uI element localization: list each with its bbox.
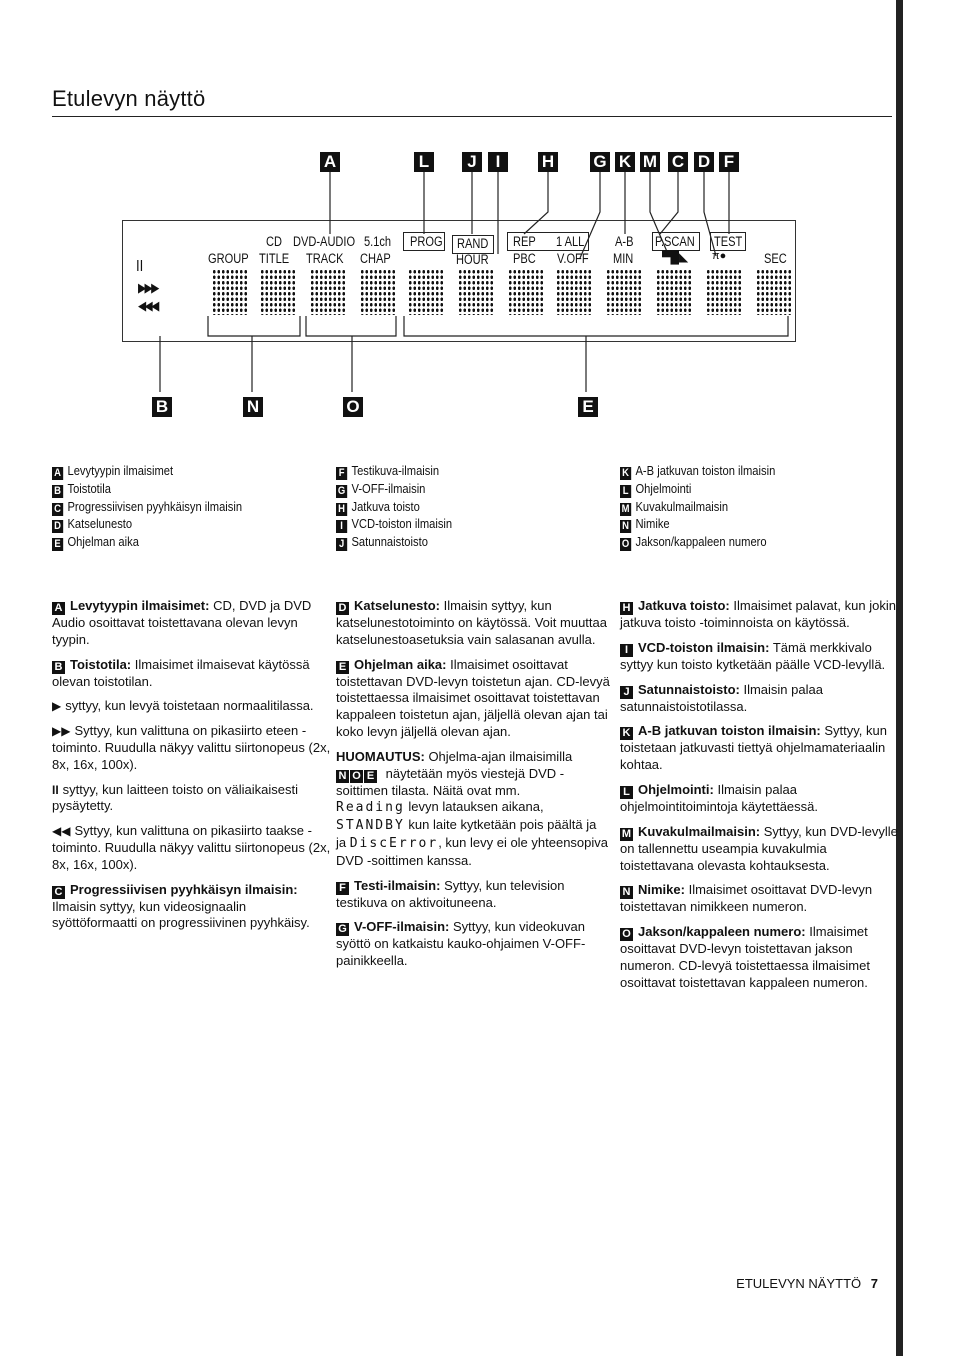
digit-1	[212, 269, 248, 315]
digit-7	[508, 269, 544, 315]
page-title: Etulevyn näyttö	[52, 86, 206, 111]
legend-item: B Toistotila	[52, 480, 242, 498]
para-g: G V-OFF-ilmaisin: Syttyy, kun videokuvan syöttö on katkaistu kauko-ohjaimen V-OFF-painikkeella.	[336, 919, 586, 969]
play-icon: ▶	[52, 699, 62, 714]
legend-item: C Progressiivisen pyyhkäisyn ilmaisin	[52, 498, 242, 516]
page-number: 7	[870, 1276, 878, 1291]
para-play: ▶ syttyy, kun levyä toistetaan normaalitilassa.	[52, 698, 314, 714]
para-i: I VCD-toiston ilmaisin: Tämä merkkivalo syttyy kun toisto kytketään päälle VCD-levyllä.	[620, 639, 886, 672]
para-m: M Kuvakulmailmaisin: Syttyy, kun DVD-levylle on tallennettu useampia kuvakulmia toistettavana olevasta kohtauksesta.	[620, 823, 898, 873]
para-c: C Progressiivisen pyyhkäisyn ilmaisin: Ilmaisin syttyy, kun videosignaalin syöttöformaatti on progressiivinen pyyhkäisy.	[52, 881, 310, 931]
legend-item: H Jatkuva toisto	[336, 498, 452, 516]
legend-item: A Levytyypin ilmaisimet	[52, 462, 242, 480]
tag-o: O	[343, 397, 363, 417]
para-ff: ▶▶ Syttyy, kun valittuna on pikasiirto eteen -toiminto. Ruudulla näkyy valittu siirtonopeus (2x, 8x, 16x, 100x).	[52, 723, 331, 772]
pause-indicator: II	[136, 258, 144, 275]
para-d: D Katselunesto: Ilmaisin syttyy, kun katselunestotoiminto on käytössä. Voit muuttaa katselunestoasetuksia vain salasanan avulla.	[336, 598, 607, 647]
camera-angle-icon: ▀█◣	[662, 250, 689, 264]
tag-j: J	[462, 152, 482, 172]
tag-f: F	[719, 152, 739, 172]
ch-label: 5.1ch	[364, 234, 392, 249]
play-indicator: ▶▶▶	[138, 280, 158, 295]
pause-icon: II	[52, 782, 59, 797]
hour-label: HOUR	[456, 252, 489, 267]
pbc-label: PBC	[513, 251, 536, 266]
tag-e: E	[578, 397, 598, 417]
connector-lines	[0, 0, 960, 460]
cd-label: CD	[266, 234, 282, 249]
para-n: N Nimike: Ilmaisimet osoittavat DVD-levyn toistettavan nimikkeen numeron.	[620, 882, 873, 915]
para-o: O Jakson/kappaleen numero: Ilmaisimet osoittavat DVD-levyn toistettavan jakson numeron. CD-levyä toistettaessa ilmaisimet osoittavat toistettavan kappaleen numeron.	[620, 924, 870, 990]
group-label: GROUP	[208, 251, 249, 266]
tag-l: L	[414, 152, 434, 172]
rewind-icon: ◀◀	[52, 824, 71, 839]
legend-item: G V-OFF-ilmaisin	[337, 480, 426, 497]
digit-8	[556, 269, 592, 315]
tag-h: H	[538, 152, 558, 172]
legend-item: F Testikuva-ilmaisin	[336, 462, 452, 480]
para-note: HUOMAUTUS: Ohjelma-ajan ilmaisimilla N O E näytetään myös viestejä DVD -soittimen tilasta. Näitä ovat mm. Reading levyn latauksen aikana, STANDBY kun laite kytketään pois päältä ja ja DiscError, kun levy ei ole yhteensopiva DVD -soittimen kanssa.	[336, 748, 609, 868]
digit-4	[360, 269, 396, 315]
legend-item: E Ohjelman aika	[52, 533, 242, 551]
lock-icon: π●	[712, 250, 727, 262]
legend-item: D Katselunesto	[52, 515, 242, 533]
para-f: F Testi-ilmaisin: Syttyy, kun television testikuva on aktivoituneena.	[336, 877, 565, 910]
digit-11	[706, 269, 742, 315]
para-pause: II syttyy, kun laitteen toisto on väliaikaisesti pysäytetty.	[52, 781, 298, 814]
body-col-1	[52, 598, 332, 940]
para-k: K A-B jatkuvan toiston ilmaisin: Syttyy, kun toistetaan jatkuvasti tiettyä ohjelmamateriaalin kohtaa.	[620, 723, 887, 773]
tag-i: I	[488, 152, 508, 172]
prog-label: PROG	[410, 234, 443, 249]
track-label: TRACK	[306, 251, 344, 266]
digit-2	[260, 269, 296, 315]
ab-label: A-B	[615, 234, 634, 249]
legend-item: I VCD-toiston ilmaisin	[336, 515, 452, 533]
legend-item: N Nimike	[620, 515, 775, 533]
rep-label: REP	[513, 234, 536, 249]
para-j: J Satunnaistoisto: Ilmaisin palaa satunnaistoistotilassa.	[620, 681, 823, 714]
legend-col-2	[336, 462, 452, 551]
page-footer	[736, 1276, 878, 1291]
one-all-label: 1 ALL	[556, 234, 585, 249]
tag-d: D	[694, 152, 714, 172]
legend-item: O Jakson/kappaleen numero	[621, 534, 767, 551]
min-label: MIN	[613, 251, 634, 266]
legend-item: J Satunnaistoisto	[336, 533, 452, 551]
digit-12	[756, 269, 792, 315]
sec-label: SEC	[764, 251, 787, 266]
digit-3	[310, 269, 346, 315]
tag-g: G	[590, 152, 610, 172]
legend-item: L Ohjelmointi	[620, 480, 775, 498]
fast-forward-icon: ▶▶	[52, 724, 71, 739]
pscan-label: P.SCAN	[655, 234, 695, 249]
para-rew: ◀◀ Syttyy, kun valittuna on pikasiirto taakse -toiminto. Ruudulla näkyy valittu siirtonopeus (2x, 8x, 16x, 100x).	[52, 823, 331, 872]
legend-item: K A-B jatkuvan toiston ilmaisin	[620, 462, 775, 480]
title-label: TITLE	[259, 251, 290, 266]
tag-b: B	[152, 397, 172, 417]
rand-label: RAND	[457, 236, 489, 251]
legend-col-3	[620, 462, 775, 551]
body-col-3	[620, 598, 900, 1000]
reverse-indicator: ◀◀◀	[138, 298, 158, 313]
body-col-2	[336, 598, 616, 978]
legend-col-1	[52, 462, 242, 551]
tag-a: A	[320, 152, 340, 172]
chap-label: CHAP	[360, 251, 391, 266]
digit-9	[606, 269, 642, 315]
voff-label: V.OFF	[557, 251, 589, 266]
tag-k: K	[615, 152, 635, 172]
digit-6	[458, 269, 494, 315]
para-a: A Levytyypin ilmaisimet: CD, DVD ja DVD Audio osoittavat toistettavana olevan levyn tyypin.	[52, 598, 312, 647]
digit-10	[656, 269, 692, 315]
para-h: H Jatkuva toisto: Ilmaisimet palavat, kun jokin jatkuva toisto -toiminnoista on käytössä.	[620, 598, 896, 630]
dvd-audio-label: DVD-AUDIO	[293, 234, 356, 249]
tag-c: C	[668, 152, 688, 172]
para-l: L Ohjelmointi: Ilmaisin palaa ohjelmointitoimintoja käytettäessä.	[620, 781, 818, 814]
para-b: B Toistotila: Ilmaisimet ilmaisevat käytössä olevan toistotilan.	[52, 656, 310, 689]
tag-n: N	[243, 397, 263, 417]
digit-5	[408, 269, 444, 315]
test-label: TEST	[714, 234, 743, 249]
para-e: E Ohjelman aika: Ilmaisimet osoittavat toistettavan DVD-levyn toistetun ajan. CD-levyä toistettaessa ilmaisimet osoittavat toistettavan kappaleen toistetun ajan, jäljellä olevan ajan tai koko levyn jäljellä olevan ajan.	[336, 656, 610, 739]
tag-m: M	[640, 152, 660, 172]
footer-section: ETULEVYN NÄYTTÖ	[736, 1276, 862, 1291]
legend-item: M Kuvakulmailmaisin	[621, 498, 729, 515]
